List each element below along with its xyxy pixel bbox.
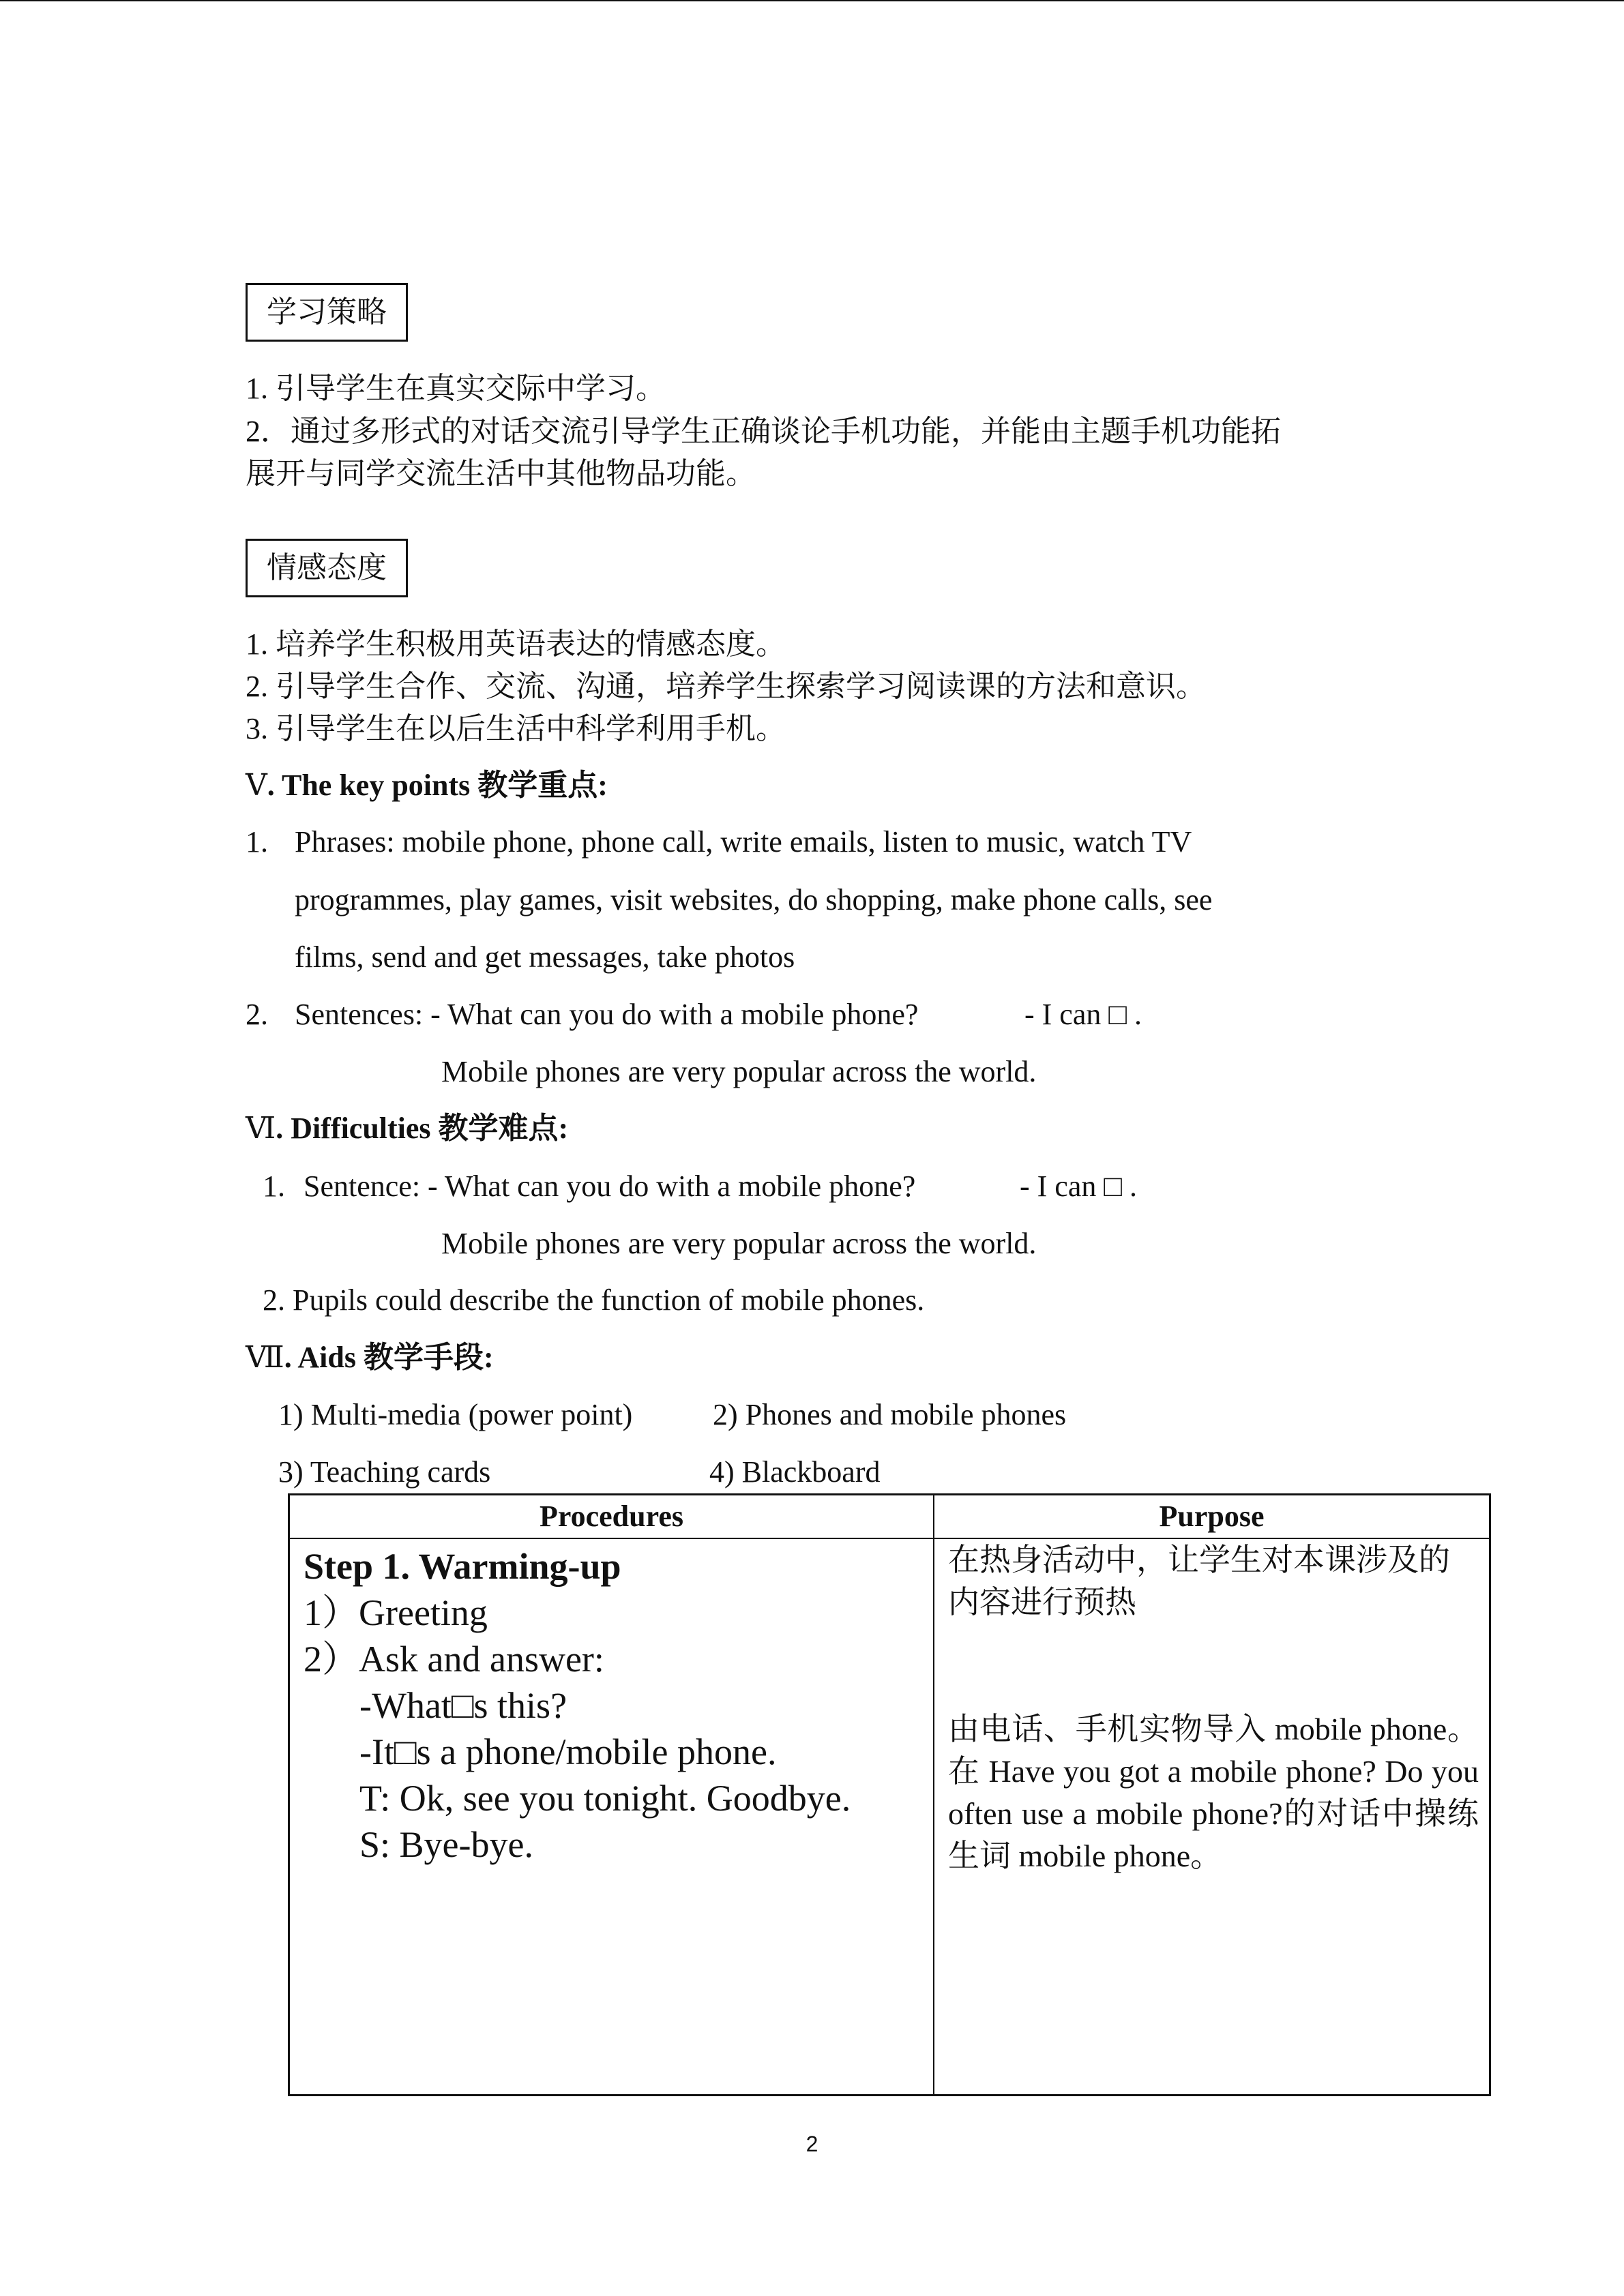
strategy-item-2: 2．通过多形式的对话交流引导学生正确谈论手机功能，并能由主题手机功能拓 [246,415,1281,448]
strategy-heading: 学习策略 [246,283,408,342]
table-header-purpose: Purpose [1159,1500,1265,1533]
key-points-sentences-line-1: Sentences: - What can you do with a mobile phone? [295,998,919,1031]
purpose-cell [948,1539,1479,1877]
procedure-line-answer: -It□s a phone/mobile phone. [359,1731,777,1772]
difficulties-item-1-answer: - I can □ . [1020,1169,1137,1203]
key-points-sentences-num: 2. [246,998,268,1031]
procedure-step-title: Step 1. Warming-up [304,1546,621,1587]
attitude-item-3: 3. 引导学生在以后生活中科学利用手机。 [246,712,786,745]
attitude-item-2: 2. 引导学生合作、交流、沟通，培养学生探索学习阅读课的方法和意识。 [246,670,1206,703]
key-points-phrases-line-1: Phrases: mobile phone, phone call, write emails, listen to music, watch TV [295,825,1192,859]
aids-heading [246,1337,494,1378]
key-points-title: . The key points 教学重点: [267,769,608,802]
aids-item-2: 2) Phones and mobile phones [713,1398,1067,1431]
difficulties-title: . Difficulties 教学难点: [276,1112,569,1145]
attitude-heading: 情感态度 [246,539,408,597]
table-header-procedures: Procedures [540,1500,683,1533]
key-points-sentences-answer: - I can □ . [1024,998,1142,1031]
key-points-heading [246,765,608,806]
key-points-numeral: Ⅴ [246,769,267,802]
aids-numeral: Ⅶ [246,1341,284,1374]
procedure-line-teacher: T: Ok, see you tonight. Goodbye. [359,1778,851,1819]
aids-title: . Aids 教学手段: [284,1341,494,1374]
difficulties-heading [246,1108,568,1149]
procedure-line-question: -What□s this? [359,1685,567,1726]
purpose-text-2: 由电话、手机实物导入 mobile phone。在 Have you got a mobile phone? Do you often use a mobile phone?的对话中操练生词 mobile phone。 [948,1712,1479,1873]
procedure-table [288,1493,1491,2096]
procedure-line-greeting: 1）Greeting [304,1592,488,1633]
difficulties-item-1-line-1: Sentence: - What can you do with a mobile phone? [304,1169,916,1203]
aids-item-3: 3) Teaching cards [278,1455,491,1489]
strategy-item-2-cont: 展开与同学交流生活中其他物品功能。 [246,457,756,490]
key-points-phrases-line-2: programmes, play games, visit websites, do shopping, make phone calls, see [295,883,1213,916]
difficulties-numeral: Ⅵ [246,1112,276,1145]
key-points-phrases-num: 1. [246,825,268,859]
attitude-item-1: 1. 培养学生积极用英语表达的情感态度。 [246,627,786,661]
strategy-item-1: 1. 引导学生在真实交际中学习。 [246,372,666,405]
procedure-line-ask-answer: 2）Ask and answer: [304,1639,604,1680]
purpose-text-1: 在热身活动中，让学生对本课涉及的内容进行预热 [948,1542,1450,1620]
difficulties-item-1-line-2: Mobile phones are very popular across the world. [441,1227,1037,1260]
key-points-sentences-line-2: Mobile phones are very popular across the world. [441,1055,1037,1088]
procedures-cell [304,1543,917,1868]
table-column-divider [933,1495,934,2094]
key-points-phrases-line-3: films, send and get messages, take photos [295,940,795,974]
procedure-line-student: S: Bye-bye. [359,1824,533,1865]
difficulties-item-1-num: 1. [263,1169,285,1203]
difficulties-item-2: 2. Pupils could describe the function of mobile phones. [263,1283,925,1317]
aids-item-4: 4) Blackboard [709,1455,881,1489]
aids-item-1: 1) Multi-media (power point) [278,1398,633,1431]
page-number: 2 [806,2132,818,2156]
page-top-rule [0,0,1624,1]
